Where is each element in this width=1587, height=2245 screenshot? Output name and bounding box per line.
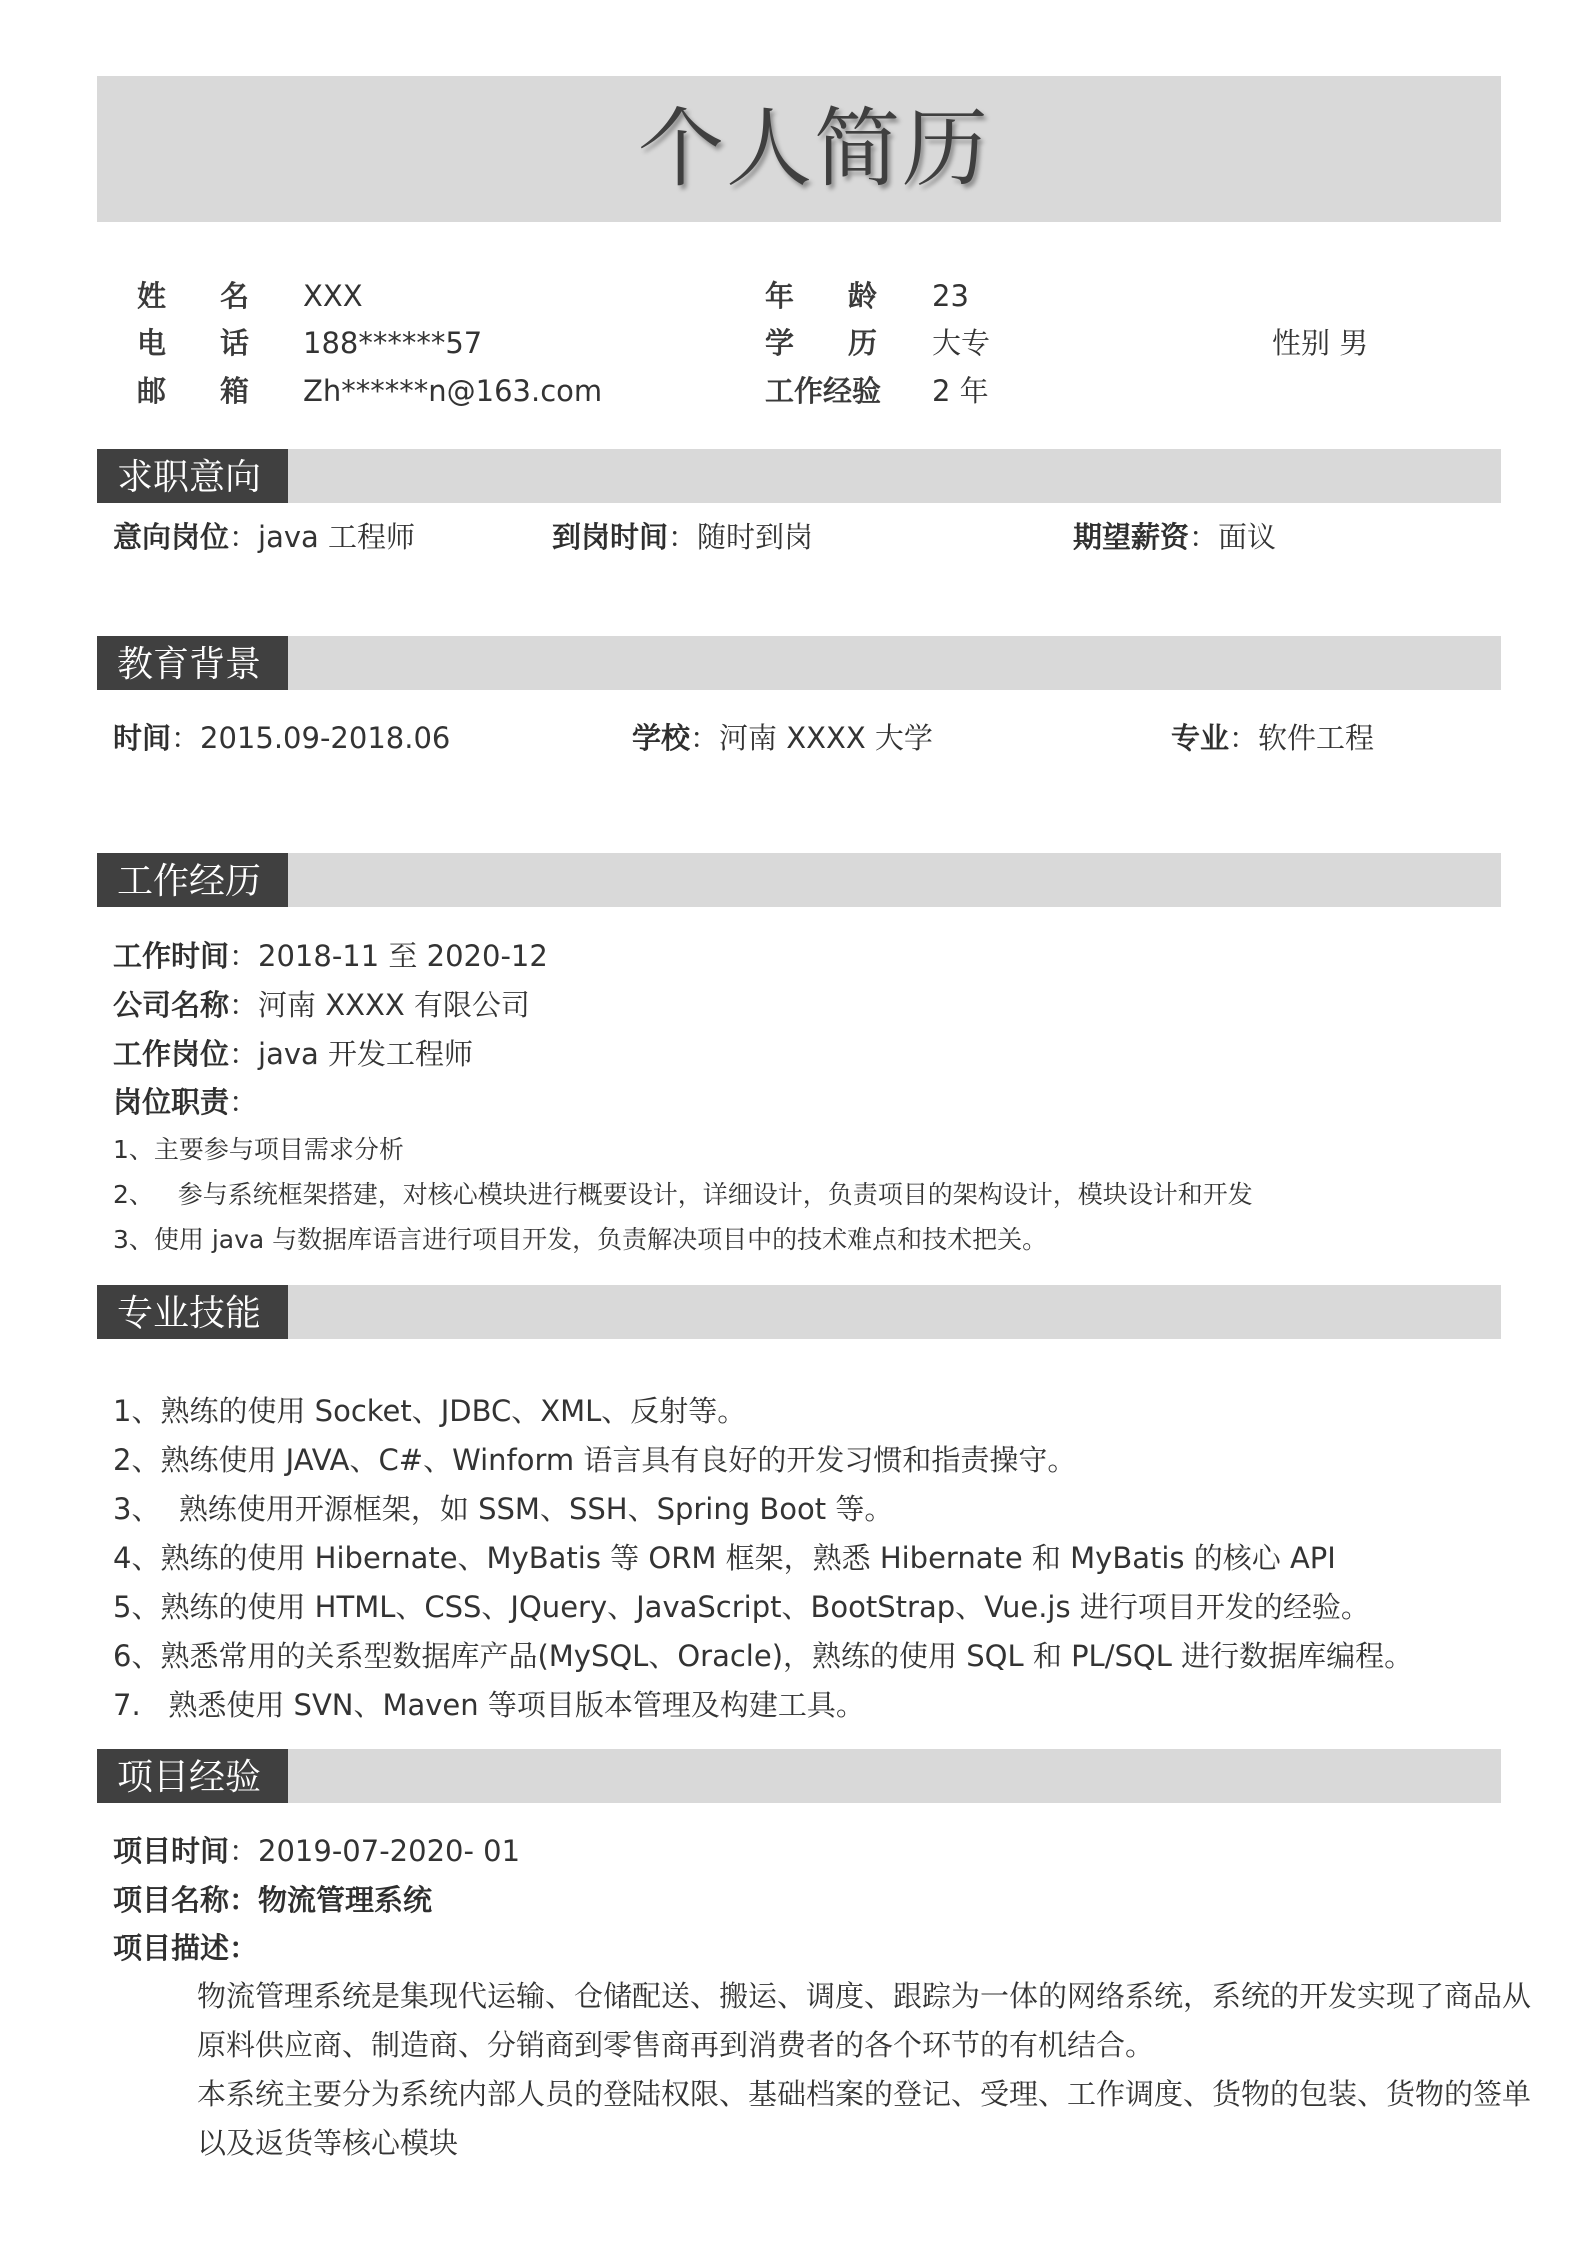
colon: ： bbox=[690, 721, 720, 755]
field-label: 期望薪资 bbox=[1073, 520, 1190, 554]
colon: ： bbox=[668, 520, 698, 554]
email-value: Zh******n@163.com bbox=[303, 374, 603, 408]
skill-item: 7. 熟悉使用 SVN、Maven 等项目版本管理及构建工具。 bbox=[113, 1688, 865, 1722]
project-desc-line: 以及返货等核心模块 bbox=[197, 2126, 459, 2160]
duty-item: 3、使用 java 与数据库语言进行项目开发，负责解决项目中的技术难点和技术把关。 bbox=[113, 1225, 1048, 1254]
section-header-education bbox=[97, 636, 1501, 690]
label-char: 年 bbox=[765, 279, 795, 313]
skill-item: 1、熟练的使用 Socket、JDBC、XML、反射等。 bbox=[113, 1394, 747, 1428]
intent-position bbox=[113, 517, 415, 557]
phone-label bbox=[137, 323, 249, 363]
email-label bbox=[137, 371, 249, 411]
section-header-intent bbox=[97, 449, 1501, 503]
field-value: 2015.09-2018.06 bbox=[200, 721, 451, 755]
field-value: 2018-11 至 2020-12 bbox=[258, 939, 548, 973]
education-level-label bbox=[765, 323, 877, 363]
label-char: 名 bbox=[219, 279, 249, 313]
project-desc-line: 原料供应商、制造商、分销商到零售商再到消费者的各个环节的有机结合。 bbox=[197, 2028, 1155, 2062]
experience-value: 2 年 bbox=[932, 374, 989, 408]
name-field bbox=[137, 276, 249, 316]
section-header-project bbox=[97, 1749, 1501, 1803]
colon: ： bbox=[1229, 721, 1259, 755]
section-title: 求职意向 bbox=[97, 449, 288, 503]
duty-item: 1、主要参与项目需求分析 bbox=[113, 1135, 404, 1164]
field-value: 河南 XXXX 有限公司 bbox=[258, 988, 530, 1022]
skill-item: 5、熟练的使用 HTML、CSS、JQuery、JavaScript、BootStrap、Vue.js 进行项目开发的经验。 bbox=[113, 1590, 1370, 1624]
field-value: java 开发工程师 bbox=[258, 1037, 474, 1071]
colon: ： bbox=[1189, 520, 1219, 554]
label-char: 龄 bbox=[847, 279, 877, 313]
section-header-skills bbox=[97, 1285, 1501, 1339]
section-title: 工作经历 bbox=[97, 853, 288, 907]
education-time bbox=[113, 718, 450, 758]
section-title: 项目经验 bbox=[97, 1749, 288, 1803]
colon: ： bbox=[229, 939, 259, 973]
field-label: 项目名称： bbox=[113, 1883, 259, 1917]
field-label: 到岗时间 bbox=[552, 520, 669, 554]
colon: ： bbox=[229, 1037, 259, 1071]
field-label: 意向岗位 bbox=[113, 520, 230, 554]
skill-item: 6、熟悉常用的关系型数据库产品(MySQL、Oracle)，熟练的使用 SQL 和 PL/SQL 进行数据库编程。 bbox=[113, 1639, 1414, 1673]
project-desc-line: 物流管理系统是集现代运输、仓储配送、搬运、调度、跟踪为一体的网络系统，系统的开发实现了商品从 bbox=[197, 1979, 1532, 2013]
field-value: 物流管理系统 bbox=[258, 1883, 433, 1917]
skill-item: 4、熟练的使用 Hibernate、MyBatis 等 ORM 框架，熟悉 Hibernate 和 MyBatis 的核心 API bbox=[113, 1541, 1336, 1575]
field-label: 时间 bbox=[113, 721, 172, 755]
colon: ： bbox=[171, 721, 201, 755]
field-label: 工作岗位 bbox=[113, 1037, 230, 1071]
label-char: 历 bbox=[847, 326, 877, 360]
label-char: 话 bbox=[219, 326, 249, 360]
field-label: 专业 bbox=[1171, 721, 1230, 755]
intent-arrival bbox=[552, 517, 813, 557]
skill-item: 3、 熟练使用开源框架，如 SSM、SSH、Spring Boot 等。 bbox=[113, 1492, 894, 1526]
name-label bbox=[137, 276, 249, 316]
field-value: 2019-07-2020- 01 bbox=[258, 1834, 521, 1868]
page-title: 个人简历 bbox=[638, 99, 990, 199]
section-title: 专业技能 bbox=[97, 1285, 288, 1339]
education-school bbox=[632, 718, 933, 758]
age-field bbox=[765, 276, 877, 316]
colon: ： bbox=[229, 520, 259, 554]
work-time bbox=[113, 936, 548, 976]
gender-value: 性别 男 bbox=[1272, 326, 1369, 360]
label-char: 箱 bbox=[219, 374, 249, 408]
skill-item: 2、熟练使用 JAVA、C#、Winform 语言具有良好的开发习惯和指责操守。 bbox=[113, 1443, 1077, 1477]
field-value: java 工程师 bbox=[258, 520, 416, 554]
field-value: 随时到岗 bbox=[697, 520, 814, 554]
project-desc-line: 本系统主要分为系统内部人员的登陆权限、基础档案的登记、受理、工作调度、货物的包装、货物的签单 bbox=[197, 2077, 1532, 2111]
phone-field bbox=[137, 323, 249, 363]
project-time bbox=[113, 1831, 520, 1871]
intent-salary bbox=[1073, 517, 1276, 557]
field-label: 项目时间 bbox=[113, 1834, 230, 1868]
colon: ： bbox=[229, 1834, 259, 1868]
age-label bbox=[765, 276, 877, 316]
field-value: 河南 XXXX 大学 bbox=[719, 721, 933, 755]
education-level-value: 大专 bbox=[932, 326, 991, 360]
work-duties-label bbox=[113, 1082, 258, 1122]
age-value: 23 bbox=[932, 279, 969, 313]
project-desc-label: 项目描述： bbox=[113, 1931, 259, 1965]
colon: ： bbox=[229, 988, 259, 1022]
work-post bbox=[113, 1034, 473, 1074]
section-title: 教育背景 bbox=[97, 636, 288, 690]
field-value: 面议 bbox=[1218, 520, 1277, 554]
email-field bbox=[137, 371, 249, 411]
field-value: 软件工程 bbox=[1258, 721, 1375, 755]
section-header-work bbox=[97, 853, 1501, 907]
resume-header bbox=[97, 76, 1501, 222]
label-char: 学 bbox=[765, 326, 795, 360]
label-char: 电 bbox=[137, 326, 167, 360]
field-label: 学校 bbox=[632, 721, 691, 755]
label-char: 邮 bbox=[137, 374, 167, 408]
field-label: 工作时间 bbox=[113, 939, 230, 973]
field-label: 岗位职责 bbox=[113, 1085, 230, 1119]
colon: ： bbox=[229, 1085, 259, 1119]
project-name bbox=[113, 1880, 432, 1920]
label-char: 姓 bbox=[137, 279, 167, 313]
name-value: XXX bbox=[303, 279, 363, 313]
phone-value: 188******57 bbox=[303, 326, 483, 360]
field-label: 公司名称 bbox=[113, 988, 230, 1022]
duty-item: 2、 参与系统框架搭建，对核心模块进行概要设计，详细设计，负责项目的架构设计，模块设计和开发 bbox=[113, 1180, 1253, 1209]
education-major bbox=[1171, 718, 1374, 758]
education-level-field bbox=[765, 323, 877, 363]
experience-label: 工作经验 bbox=[765, 374, 882, 408]
work-company bbox=[113, 985, 530, 1025]
